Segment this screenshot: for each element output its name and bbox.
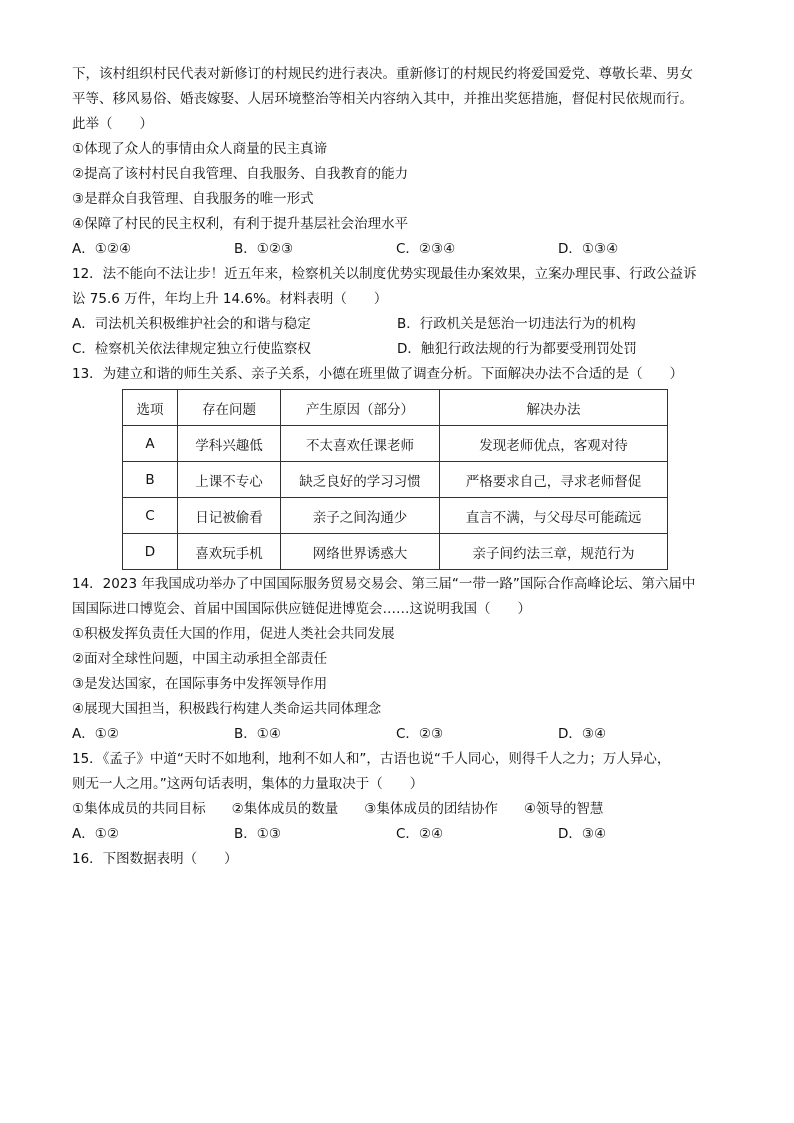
q15-option-b: B．①③ xyxy=(234,826,281,842)
q12-option-c: C．检察机关依法律规定独立行使监察权 xyxy=(72,341,311,357)
q15-option-c: C．②④ xyxy=(396,826,444,842)
q14-options xyxy=(72,722,722,747)
exam-page xyxy=(72,62,722,872)
table-cell: C xyxy=(123,498,178,534)
table-header-cell: 存在问题 xyxy=(178,390,281,426)
q15-options xyxy=(72,822,722,847)
q15-statement-4: ④领导的智慧 xyxy=(523,801,604,817)
table-row xyxy=(123,534,668,570)
table-cell: 缺乏良好的学习习惯 xyxy=(281,462,440,498)
table-cell: 直言不满，与父母尽可能疏远 xyxy=(440,498,668,534)
table-cell: 网络世界诱惑大 xyxy=(281,534,440,570)
table-cell: 亲子之间沟通少 xyxy=(281,498,440,534)
table-cell: 亲子间约法三章，规范行为 xyxy=(440,534,668,570)
table-header-cell: 选项 xyxy=(123,390,178,426)
q14-statement-2: ②面对全球性问题，中国主动承担全部责任 xyxy=(72,651,328,667)
q11-statement-1: ①体现了众人的事情由众人商量的民主真谛 xyxy=(72,141,328,157)
q15-line-1: 15．《孟子》中道“天时不如地利，地利不如人和”，古语也说“千人同心，则得千人之力；万人异心， xyxy=(72,751,671,767)
q14-statement-3: ③是发达国家，在国际事务中发挥领导作用 xyxy=(72,676,328,692)
table-cell: D xyxy=(123,534,178,570)
q14-option-c: C．②③ xyxy=(396,726,444,742)
table-row xyxy=(123,426,668,462)
table-cell: 日记被偷看 xyxy=(178,498,281,534)
q11-line-2: 平等、移风易俗、婚丧嫁娶、人居环境整治等相关内容纳入其中，并推出奖惩措施，督促村民依规而行。 xyxy=(72,91,693,107)
q15-statement-3: ③集体成员的团结协作 xyxy=(364,801,498,817)
q14-option-a: A．①② xyxy=(72,726,119,742)
table-row xyxy=(123,462,668,498)
q12-options-row-1 xyxy=(72,312,722,337)
q14-statement-4: ④展现大国担当，积极践行构建人类命运共同体理念 xyxy=(72,701,382,717)
q15-statement-1: ①集体成员的共同目标 xyxy=(72,801,206,817)
q11-line-3: 此举（ ） xyxy=(72,116,153,132)
q14-option-b: B．①④ xyxy=(234,726,281,742)
table-header-cell: 产生原因（部分） xyxy=(281,390,440,426)
table-header-row xyxy=(123,390,668,426)
table-cell: A xyxy=(123,426,178,462)
q11-option-d: D．①③④ xyxy=(558,241,619,257)
q14-line-1: 14．2023 年我国成功举办了中国国际服务贸易交易会、第三届“一带一路”国际合作高峰论坛、第六届中 xyxy=(72,576,696,592)
q11-line-1: 下，该村组织村民代表对新修订的村规民约进行表决。重新修订的村规民约将爱国爱党、尊敬长辈、男女 xyxy=(72,66,693,82)
q11-option-b: B．①②③ xyxy=(234,241,294,257)
q12-option-b: B．行政机关是惩治一切违法行为的机构 xyxy=(397,316,636,332)
table-cell: 严格要求自己，寻求老师督促 xyxy=(440,462,668,498)
q11-statement-2: ②提高了该村村民自我管理、自我服务、自我教育的能力 xyxy=(72,166,409,182)
q11-option-c: C．②③④ xyxy=(396,241,456,257)
table-cell: 学科兴趣低 xyxy=(178,426,281,462)
table-cell: 喜欢玩手机 xyxy=(178,534,281,570)
table-header-cell: 解决办法 xyxy=(440,390,668,426)
q14-option-d: D．③④ xyxy=(558,726,607,742)
q12-option-d: D．触犯行政法规的行为都要受刑罚处罚 xyxy=(397,341,637,357)
q15-option-d: D．③④ xyxy=(558,826,607,842)
table-cell: 不太喜欢任课老师 xyxy=(281,426,440,462)
table-cell: 发现老师优点，客观对待 xyxy=(440,426,668,462)
q12-options-row-2 xyxy=(72,337,722,362)
survey-table xyxy=(122,389,668,570)
q14-statement-1: ①积极发挥负责任大国的作用，促进人类社会共同发展 xyxy=(72,626,395,642)
q14-line-2: 国国际进口博览会、首届中国国际供应链促进博览会……这说明我国（ ） xyxy=(72,601,531,617)
q16-stem: 16．下图数据表明（ ） xyxy=(72,851,238,867)
q12-line-1: 12．法不能向不法让步！近五年来，检察机关以制度优势实现最佳办案效果，立案办理民事、行政公益诉 xyxy=(72,266,697,282)
table-cell: B xyxy=(123,462,178,498)
q11-statement-3: ③是群众自我管理、自我服务的唯一形式 xyxy=(72,191,314,207)
q11-statement-4: ④保障了村民的民主权利，有利于提升基层社会治理水平 xyxy=(72,216,409,232)
q15-option-a: A．①② xyxy=(72,826,119,842)
q11-option-a: A．①②④ xyxy=(72,241,132,257)
q15-statement-2: ②集体成员的数量 xyxy=(231,801,339,817)
q13-stem: 13．为建立和谐的师生关系、亲子关系，小德在班里做了调查分析。下面解决办法不合适的是（ ） xyxy=(72,366,684,382)
q11-options xyxy=(72,237,722,262)
q12-option-a: A．司法机关积极维护社会的和谐与稳定 xyxy=(72,316,311,332)
q12-line-2: 讼 75.6 万件，年均上升 14.6%。材料表明（ ） xyxy=(72,291,388,307)
table-row xyxy=(123,498,668,534)
q15-statements xyxy=(72,797,722,822)
q15-line-2: 则无一人之用。”这两句话表明，集体的力量取决于（ ） xyxy=(72,776,424,792)
table-cell: 上课不专心 xyxy=(178,462,281,498)
